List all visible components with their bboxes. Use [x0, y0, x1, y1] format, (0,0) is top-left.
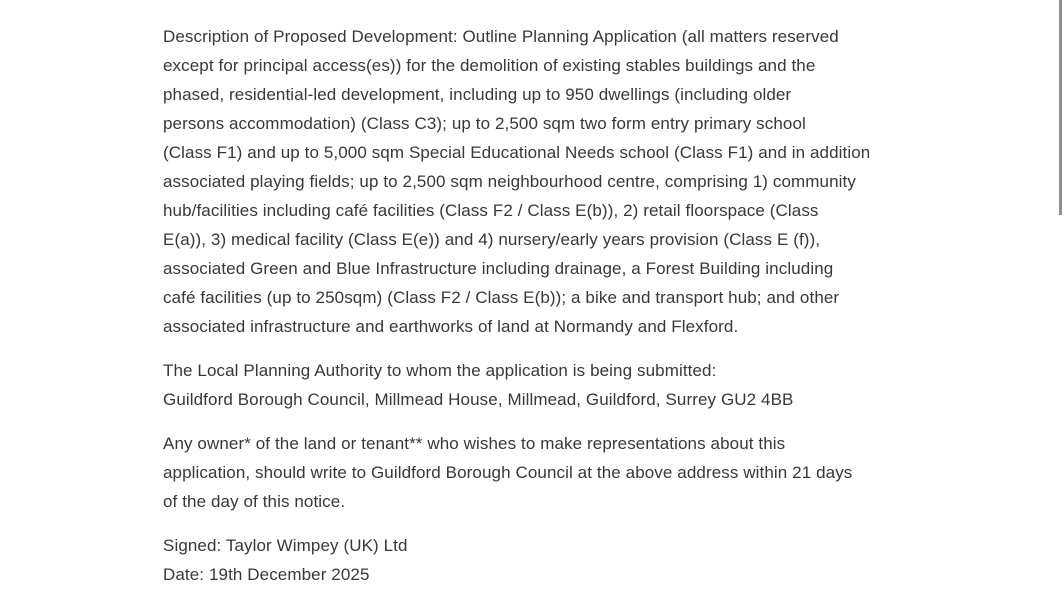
planning-notice-text [163, 22, 983, 604]
paragraph-owner-tenant-representations [163, 429, 983, 516]
text-line: (Class F1) and up to 5,000 sqm Special Educational Needs school (Class F1) and in addition [163, 143, 871, 162]
date-line: Date: 19th December 2025 [163, 565, 370, 584]
vertical-scrollbar-thumb[interactable] [1059, 0, 1062, 215]
paragraph-local-planning-authority [163, 356, 983, 414]
text-line: Description of Proposed Development: Outline Planning Application (all matters reserved [163, 27, 839, 46]
text-line: except for principal access(es)) for the demolition of existing stables buildings and the [163, 56, 816, 75]
text-line: phased, residential-led development, including up to 950 dwellings (including older [163, 85, 792, 104]
text-line: The Local Planning Authority to whom the application is being submitted: [163, 361, 717, 380]
text-line: application, should write to Guildford Borough Council at the above address within 21 days [163, 463, 853, 482]
signed-line: Signed: Taylor Wimpey (UK) Ltd [163, 536, 408, 555]
text-line: of the day of this notice. [163, 492, 346, 511]
text-line: Any owner* of the land or tenant** who wishes to make representations about this [163, 434, 786, 453]
text-line: associated Green and Blue Infrastructure including drainage, a Forest Building including [163, 259, 834, 278]
text-line: hub/facilities including café facilities (Class F2 / Class E(b)), 2) retail floorspace (Class [163, 201, 819, 220]
paragraph-signature-block [163, 531, 983, 589]
text-line: café facilities (up to 250sqm) (Class F2 / Class E(b)); a bike and transport hub; and other [163, 288, 840, 307]
text-line: persons accommodation) (Class C3); up to 2,500 sqm two form entry primary school [163, 114, 806, 133]
paragraph-description-of-proposed-development [163, 22, 983, 341]
text-line: associated infrastructure and earthworks of land at Normandy and Flexford. [163, 317, 739, 336]
text-line: Guildford Borough Council, Millmead House, Millmead, Guildford, Surrey GU2 4BB [163, 390, 794, 409]
text-line: associated playing fields; up to 2,500 sqm neighbourhood centre, comprising 1) community [163, 172, 856, 191]
text-line: E(a)), 3) medical facility (Class E(e)) and 4) nursery/early years provision (Class E (f)), [163, 230, 821, 249]
